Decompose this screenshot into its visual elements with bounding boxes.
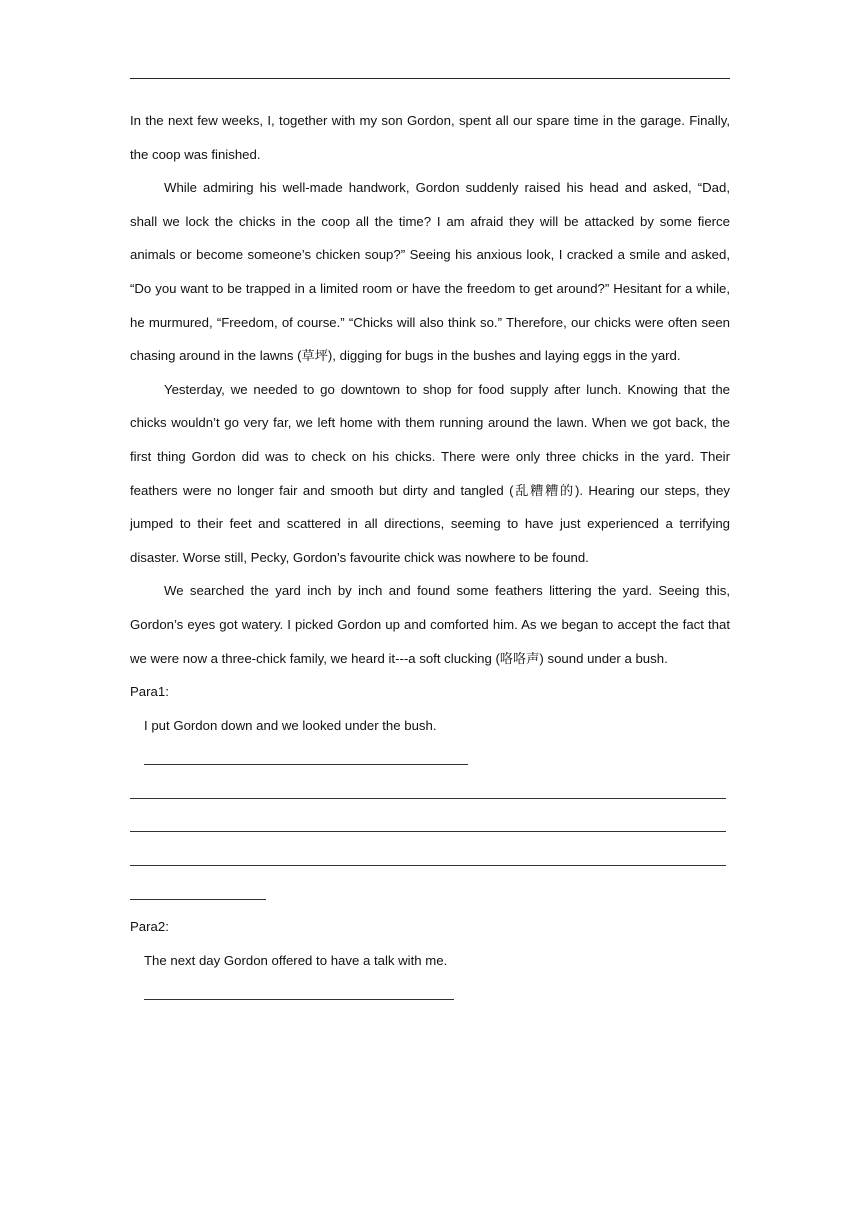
para2-label: Para2: [130,919,169,935]
para1-answer-line-4[interactable] [130,843,730,877]
header-rule [130,78,730,79]
para1-answer-line-2[interactable] [130,776,730,810]
story-paragraph-2: While admiring his well-made handwork, Gordon suddenly raised his head and asked, “Dad, shall we lock the chicks in the coop all the time? I am afraid they will be attacked by some fierce animals or become someone’s chicken soup?” Seeing his anxious look, I cracked a smile and asked, “Do you want to be trapped in a limited room or have the freedom to get around?” Hesitant for a while, he murmured, “Freedom, of course.” “Chicks will also think so.” Therefore, our chicks were often seen chasing around in the lawns (草坪), digging for bugs in the bushes and laying eggs in the yard. [130,180,730,364]
story-paragraph-3: Yesterday, we needed to go downtown to shop for food supply after lunch. Knowing that the chicks wouldn’t go very far, we left home with them running around the lawn. When we got back, the first thing Gordon did was to check on his chicks. There were only three chicks in the yard. Their feathers were no longer fair and smooth but dirty and tangled (乱糟糟的). Hearing our steps, they jumped to their feet and scattered in all directions, seeming to have just experienced a terrifying disaster. Worse still, Pecky, Gordon’s favourite chick was nowhere to be found. [130,381,730,565]
para1-answer-line-5[interactable] [130,877,730,911]
document-body [130,104,730,1011]
para2-answer-line-1[interactable] [130,977,730,1011]
para1-answer-line-3[interactable] [130,809,730,843]
para1-starter-sentence: I put Gordon down and we looked under the bush. [144,717,437,733]
story-paragraph-4: We searched the yard inch by inch and found some feathers littering the yard. Seeing this, Gordon’s eyes got watery. I picked Gordon up and comforted him. As we began to accept the fact that we were now a three-chick family, we heard it---a soft clucking (咯咯声) sound under a bush. [130,583,730,666]
story-paragraph-1: In the next few weeks, I, together with my son Gordon, spent all our spare time in the garage. Finally, the coop was finished. [130,113,730,162]
para1-label: Para1: [130,684,169,700]
para1-answer-line-1[interactable] [130,742,730,776]
para2-starter-sentence: The next day Gordon offered to have a talk with me. [144,952,448,968]
